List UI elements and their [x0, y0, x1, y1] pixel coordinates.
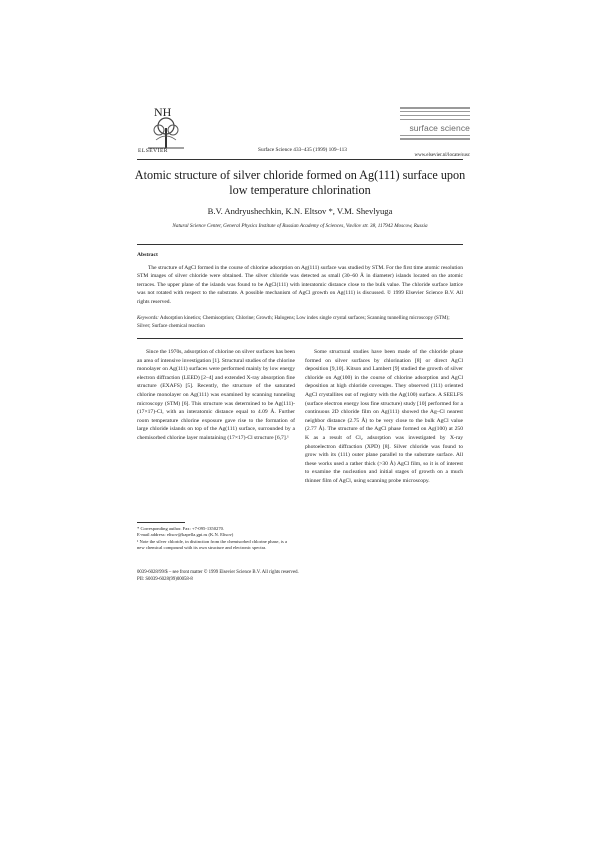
journal-logo	[400, 107, 470, 142]
logo-stripe	[400, 111, 470, 113]
journal-name: surface science	[409, 122, 470, 133]
journal-reference: Surface Science 433–435 (1999) 109–113	[258, 147, 347, 153]
body-column-left: Since the 1970s, adsorption of chlorine on silver surfaces has been an area of intensive investigation [1]. Structural studies of the chlorine monolayer on Ag(111) surfaces were performed mainly by low energy electron diffraction (LEED) [2–4] and extended X-ray absorption fine structure (EXAFS) [5]. Recently, the structure of the saturated chlorine monolayer on Ag(111) was examined by scanning tunneling microscopy (STM) [6]. This structure was determined to be Ag(111)-(17×17)-Cl, with an interatomic distance equal to 4.09 Å. Further room temperature chlorine exposure gave rise to the formation of large chloride islands on top of the Ag(111) surface, surrounded by a chemisorbed chlorine layer maintaining (17×17)-Cl structure [6,7].¹	[137, 349, 295, 441]
article-authors: B.V. Andryushechkin, K.N. Eltsov *, V.M. Shevlyuga	[207, 206, 393, 216]
logo-stripe	[400, 119, 470, 121]
author-affiliation: Natural Science Center, General Physics Institute of Russian Academy of Sciences, Vavilov str. 38, 117942 Moscow, Russia	[172, 223, 428, 229]
logo-stripe	[400, 107, 470, 109]
header-divider	[137, 159, 463, 160]
journal-url[interactable]: www.elsevier.nl/locate/susc	[414, 153, 470, 158]
footnote-corresponding: * Corresponding author. Fax: +7-095-1350270.	[137, 526, 225, 531]
keywords-text: Adsorption kinetics; Chemisorption; Chlorine; Growth; Halogens; Low index single crystal surfaces; Scanning tunnelling microscopy (STM); Silver; Surface chemical reaction	[137, 315, 450, 329]
body-column-right: Some structural studies have been made of the chloride phase formed on silver surfaces by chlorination [8] or direct AgCl deposition [9,10]. Kitson and Lambert [9] studied the growth of silver chloride on Ag(100) in the course of chlorine adsorption and AgCl deposition at high chloride coverages. They observed (111) oriented AgCl crystallites out of registry with the Ag(100) surface. A SEELFS (surface electron energy loss fine structure) study [10] performed for a continuous 2D chloride film on Ag(111) showed the Ag–Cl nearest neighbor distance (2.75 Å) to be very close to the bulk AgCl value (2.77 Å). The structure of the AgCl phase formed on Ag(100) at 250 K as a result of Cl₂ adsorption was investigated by X-ray photoelectron diffraction (XPD) [8]. Silver chloride was found to grow with its (111) outer plane parallel to the substrate surface. All these works used a rather thick (>30 Å) AgCl film, so it is of interest to examine the nucleation and initial stages of growth on a much thinner film of AgCl, using scanning probe microscopy.	[305, 349, 463, 484]
svg-text:NH: NH	[154, 105, 172, 119]
logo-stripe	[400, 135, 470, 137]
footnote-1: ¹ Note the silver chloride, in distinction from the chemisorbed chlorine phase, is a new chemical compound with its own structure and electronic spectra.	[137, 539, 287, 551]
logo-stripe	[400, 115, 470, 117]
footnote-rule	[137, 522, 185, 523]
footnote-email: E-mail address: eltsov@kapella.gpi.ru (K.N. Eltsov)	[137, 532, 234, 537]
abstract-heading: Abstract	[137, 252, 158, 258]
article-title: Atomic structure of silver chloride formed on Ag(111) surface upon low temperature chlorination	[134, 168, 466, 197]
abstract-text: The structure of AgCl formed in the course of chlorine adsorption on Ag(111) surface was studied by STM. For the first time atomic resolution STM images of silver chloride were obtained. The silver chloride was detected as small (30–60 Å in diameter) islands located on the atomic terraces. The upper plane of the islands was found to be AgCl(111) with interatomic distance close to the bulk value. The chloride surface lattice was not rotated with respect to the substrate. A possible mechanism of AgCl growth on Ag(111) is discussed. © 1999 Elsevier Science B.V. All rights reserved.	[137, 265, 463, 305]
elsevier-tree-logo	[140, 102, 192, 152]
abstract-bottom-rule	[137, 338, 463, 339]
pii-line: PII: S0039-6028(99)00058-8	[137, 577, 193, 582]
abstract-top-rule	[137, 244, 463, 245]
publisher-name: ELSEVIER	[138, 148, 168, 154]
keywords	[137, 314, 463, 330]
logo-stripe	[400, 138, 470, 140]
copyright-line: 0039-6028/99/$ – see front matter © 1999 Elsevier Science B.V. All rights reserved.	[137, 570, 299, 575]
keywords-label: Keywords:	[137, 315, 159, 321]
